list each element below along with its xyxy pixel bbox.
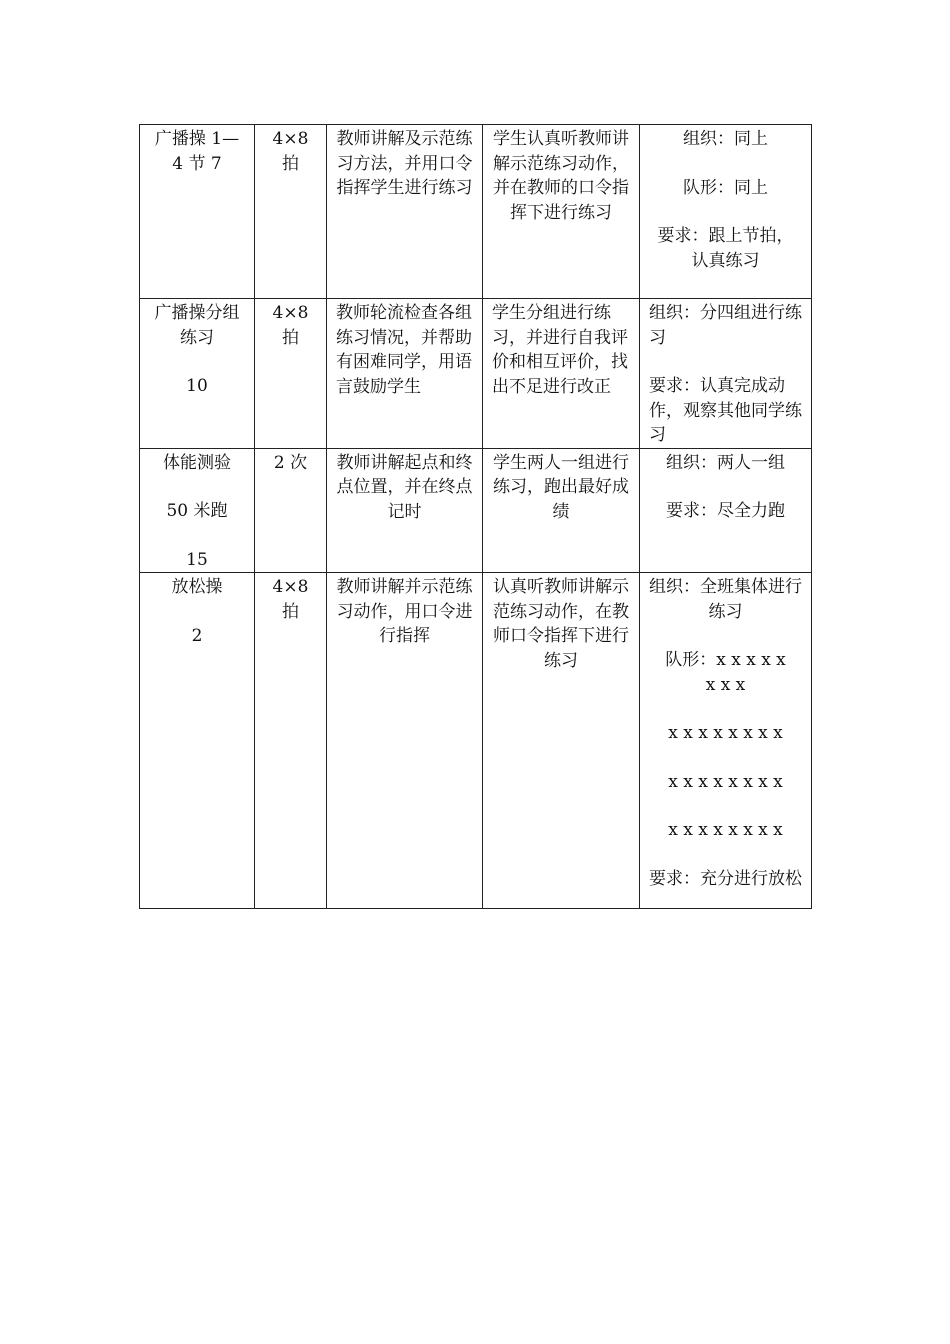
teacher-activity-cell [327,448,483,573]
organization-text: 组织：分四组进行练习 [649,303,802,348]
table-row [140,299,812,449]
teacher-activity-text: 教师讲解及示范练习方法，并用口令指挥学生进行练习 [336,129,473,198]
student-activity-cell [483,299,640,449]
content-time: 15 [186,549,208,570]
content-name-line: 50 米跑 [166,501,228,521]
content-time: 10 [186,376,208,396]
teacher-activity-text: 教师轮流检查各组练习情况，并帮助有困难同学，用语言鼓励学生 [336,303,472,397]
formation-text: 队形：同上 [683,177,768,198]
teacher-activity-cell [327,573,483,909]
formation-x-row: x x x x x x x x [668,771,783,792]
content-name-line: 4 节 7 [172,153,222,174]
requirement-text: 要求：跟上节拍， [657,226,794,246]
organization-cell [640,125,812,299]
content-cell [140,299,255,449]
content-cell [140,125,255,299]
requirement-text: 要求：认真完成动作，观察其他同学练习 [649,376,802,445]
content-name-line: 练习 [180,327,214,348]
content-name-line: 广播操分组 [154,303,240,323]
organization-cell [640,299,812,449]
beats-cell [255,299,327,449]
student-activity-text: 认真听教师讲解示范练习动作，在教师口令指挥下进行练习 [493,577,629,671]
beats-cell [255,448,327,573]
content-name-line: 广播操 1— [154,129,240,149]
content-time: 2 [191,625,203,646]
teacher-activity-text: 教师讲解并示范练习动作，用口令进行指挥 [336,577,473,646]
teacher-activity-cell [327,125,483,299]
table-row [140,125,812,299]
requirement-text: 要求：充分进行放松 [649,868,802,889]
student-activity-text: 学生认真听教师讲解示范练习动作，并在教师的口令指挥下进行练习 [493,129,629,223]
organization-text: 组织：全班集体进行练习 [649,577,802,622]
content-name-line: 体能测验 [163,452,231,473]
organization-cell [640,573,812,909]
student-activity-cell [483,448,640,573]
formation-text: x x x [705,674,746,695]
beats-line: 拍 [282,601,299,622]
table-row [140,448,812,573]
organization-text: 组织：同上 [683,129,768,149]
requirement-text: 认真练习 [691,250,760,271]
beats-line: 4×8 [272,577,309,597]
beats-line: 2 次 [273,452,308,473]
content-name-line: 放松操 [171,577,223,597]
organization-cell [640,448,812,573]
beats-line: 拍 [282,327,299,348]
table-row [140,573,812,909]
beats-cell [255,573,327,909]
student-activity-text: 学生分组进行练习，并进行自我评价和相互评价，找出不足进行改正 [492,303,628,397]
lesson-plan-table [139,124,812,909]
formation-text: 队形：x x x x x [665,650,786,670]
beats-line: 4×8 [272,303,309,323]
beats-line: 拍 [282,153,299,174]
formation-x-row: x x x x x x x x [668,723,783,743]
organization-text: 组织：两人一组 [666,452,785,473]
student-activity-cell [483,573,640,909]
requirement-text: 要求：尽全力跑 [666,501,785,521]
beats-line: 4×8 [272,129,309,149]
beats-cell [255,125,327,299]
formation-x-row: x x x x x x x x [668,820,783,840]
student-activity-cell [483,125,640,299]
student-activity-text: 学生两人一组进行练习，跑出最好成绩 [493,452,629,522]
content-cell [140,573,255,909]
content-cell [140,448,255,573]
teacher-activity-text: 教师讲解起点和终点位置，并在终点记时 [336,452,473,522]
teacher-activity-cell [327,299,483,449]
